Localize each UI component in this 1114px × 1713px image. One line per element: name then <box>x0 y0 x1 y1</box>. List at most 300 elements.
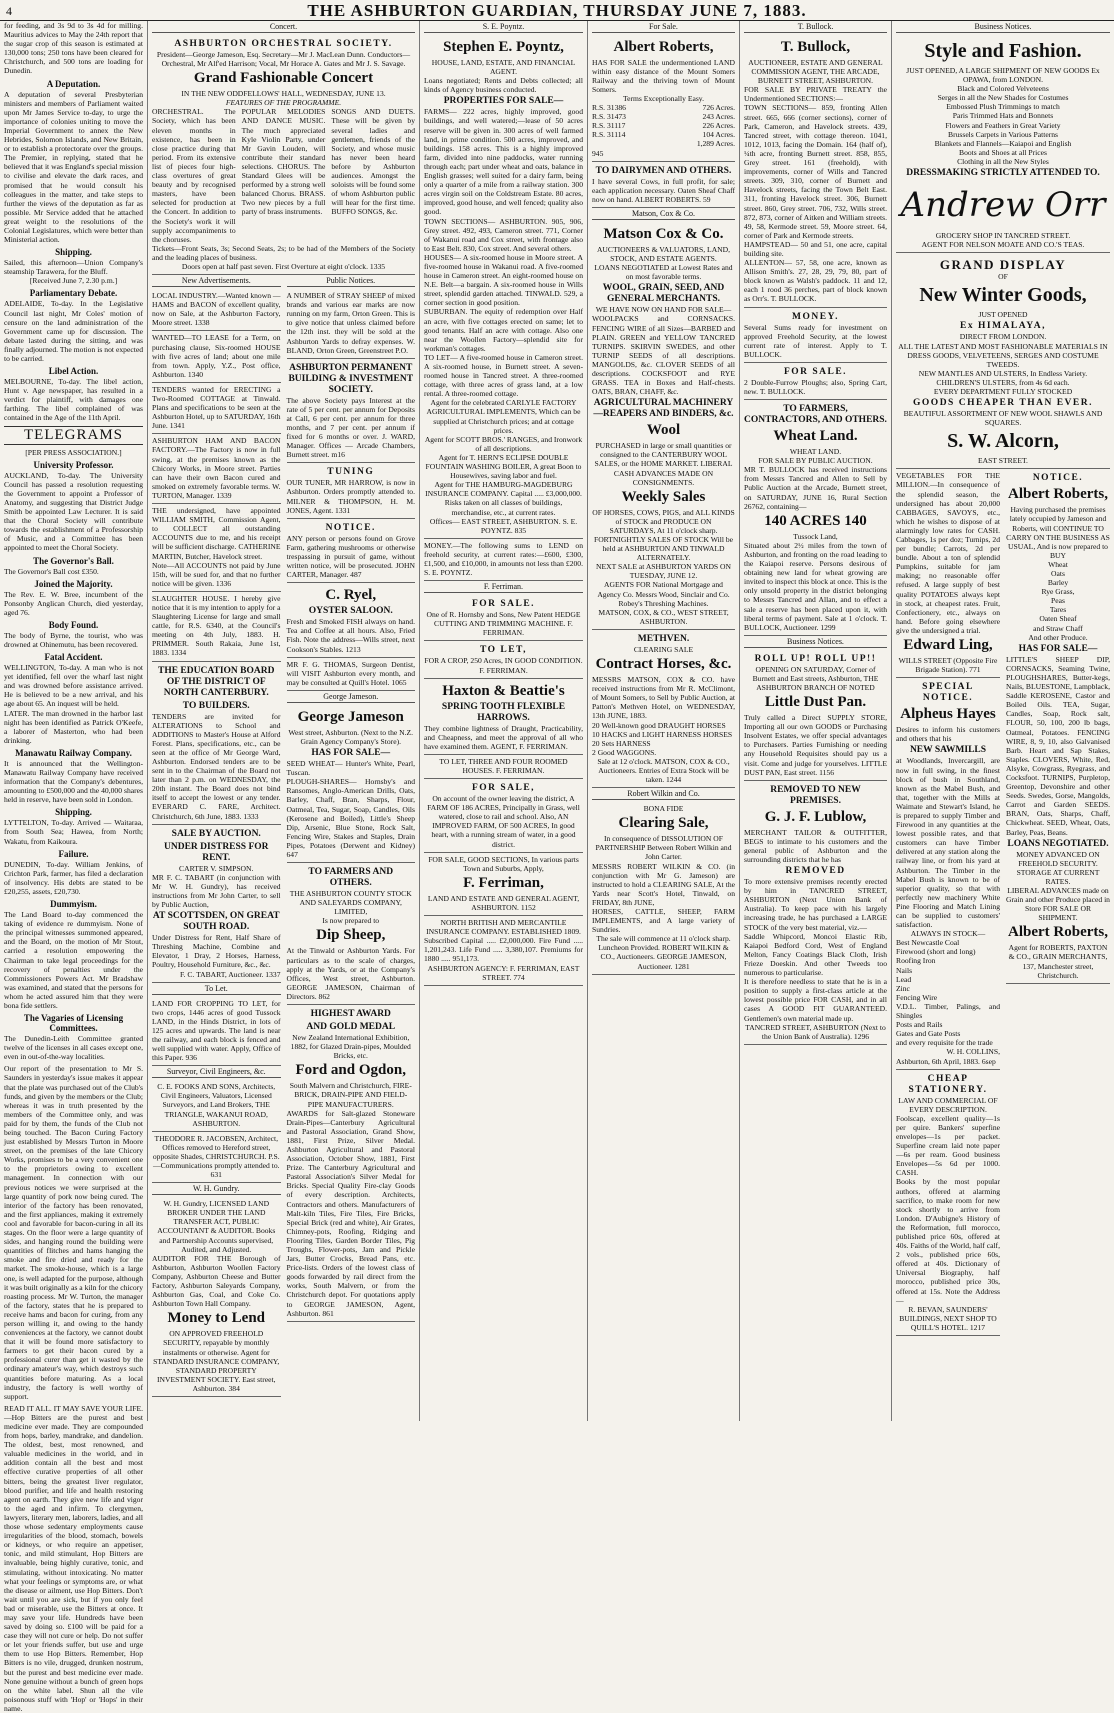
produce-item: And other Produce. <box>1028 632 1088 642</box>
ad-text: SEED WHEAT— Hunter's White, Pearl, Tuscan. <box>286 759 415 778</box>
ad-text: CHILDREN'S ULSTERS, from 4s 6d each. <box>936 377 1070 387</box>
ad-block <box>744 650 887 781</box>
column-header: Business Notices. <box>896 21 1110 33</box>
ad-text: THEODORE R. JACOBSEN, Architect, Offices removed to Hereford street, opposite Shades, CHRISTCHURCH. P.S.—Communications promptly attended to. 631 <box>152 1133 280 1180</box>
ad-text: AUDITOR FOR THE Borough of Ashburton, Ashburton Woollen Factory Company, Ashburton Cheese and Butter Factory, Ashburton Saleyards Company, Ashburton Gas, Coal, and Coke Co. Ashburton Town Hall Company. <box>152 1253 281 1309</box>
ad-text: WHEAT LAND. <box>789 447 842 457</box>
headline: The Governor's Ball. <box>33 555 114 566</box>
ad-text: Desires to inform his customers and others that his <box>896 725 1000 744</box>
ad-block <box>152 662 281 825</box>
ad-heading: New Winter Goods, <box>919 284 1087 307</box>
ad-text: ALL THE LATEST AND MOST FASHIONABLE MATERIALS IN DRESS GOODS, VELVETEENS, SERGES AND COSTUME TWEEDS. <box>898 341 1108 369</box>
ad-text: Agent for T. HERN'S ECLIPSE DOUBLE FOUNTAIN WASHING BOILER, A great Boon to Housewives, saving labor and fuel. <box>425 452 582 481</box>
ad-heading: SPRING TOOTH FLEXIBLE HARROWS. <box>441 701 566 723</box>
headline: Joined the Majority. <box>34 578 113 589</box>
headline: Failure. <box>58 848 89 859</box>
ad-text: Truly called a Direct SUPPLY STORE, Importing all our own GOODS or Purchasing Insolvent Estates, we offer special advantages to Purchasers. Parties Furnishing or needing any Household Requisites should pay us a visit. Come and judge for yourselves. LITTLE DUST PAN, East street. 1156 <box>744 713 887 777</box>
column-header: George Jameson. <box>287 691 416 703</box>
ad-heading: HIGHEST AWARD <box>310 1009 391 1020</box>
ad-block <box>424 779 583 853</box>
ad-heading: AND GOLD MEDAL <box>306 1022 396 1033</box>
stock-item: Roofing Iron <box>896 956 936 966</box>
ad-text: AWARDS for Salt-glazed Stoneware Drain-Pipes—Canterbury Agricultural and Pastoral Association, Grand Show, 1881, First Prize, Silver Medal. Ashburton Agricultural and Pastoral Association, October Show, 1881, First Prize. The Canterbury Agricultural and Pastoral Association's Silver Medal for Bricks. Special Quality Fire-clay Goods of every description. Architects, Contractors and others. Manufacturers of Malt-kiln Tiles, Fire Tiles, Fire Bricks, Special Brick (red and white), Air Grates, Chimney-pots, Roofing, Ridging and Flooring Tiles, Garden Border Tiles, Pig Troughs, Flower-pots, Jam and Pickle Jars, Butter Crocks, Bread Pans, etc. Price-lists. Orders of the lowest class of goods forwarded by rail direct from the works, South Malvern, or from the Christchurch depot. For quotations apply to GEORGE JAMESON, Agent, Ashburton. 861 <box>286 1108 415 1318</box>
article-text: The Governor's Ball cost £350. <box>4 566 99 576</box>
goods-item: Black and Colored Velveteens <box>957 84 1049 94</box>
ad-block <box>896 1070 1000 1336</box>
ad-heading: TO DAIRYMEN AND OTHERS. <box>595 165 732 176</box>
ad-text: ALWAYS IN STOCK— <box>910 929 986 939</box>
ad-block <box>152 289 281 331</box>
ad-block <box>287 583 416 657</box>
ad-text: STORAGE AT CURRENT RATES. <box>1016 867 1100 886</box>
ad-text: Foolscap, excellent quality—1s per quire. Bankers' superfine envelopes—1s per packet. Superfine cream laid note paper—6s per ream. Good business Envelopes—5s 6d per 1000. CASH. <box>896 1113 1000 1178</box>
ad-heading: Wool <box>646 422 681 439</box>
ad-block <box>424 641 583 678</box>
ad-heading: Weekly Sales <box>621 488 706 505</box>
ad-text: MERCHANT TAILOR & OUTFITTER, BEGS to intimate to his customers and the general public of Ashburton and the surrounding districts that he has <box>744 827 887 864</box>
doors-info: Doors open at half past seven. First Overture at eight o'clock. 1335 <box>181 261 386 271</box>
ad-text: ANY person or persons found on Grove Farm, gathering mushrooms or otherwise trespassing in pursuit of game, without written notice, will be prosecuted. JOHN CARTER, Manager. 487 <box>286 533 415 580</box>
column-header: T. Bullock. <box>744 21 887 33</box>
ad-text: OPENING ON SATURDAY, Corner of Burnett and East streets, Ashburton, THE ASHBURTON BRANCH OF NOTED <box>752 664 879 692</box>
column-header: Robert Wilkin and Co. <box>592 788 735 800</box>
stock-item: Zinc <box>896 983 910 993</box>
ad-text: PURCHASED in large or small quantities or consigned to the CANTERBURY WOOL SALES, or the HOME MARKET. LIBERAL CASH ADVANCES MADE ON CONSIGNMENTS. <box>594 441 733 487</box>
ad-text: MR F. C. TABART (in conjunction with Mr W. H. Gundry), has received instructions from Mr John Carter, to sell by Public Auction, <box>152 872 281 910</box>
ad-text: TOWN SECTIONS— ASHBURTON. 905, 906, Grey street. 492, 493, Cameron street. 771, Corner of Wakanui road and Cox street, with frontage also to East Belt. 830, Cox street. And several others. <box>424 216 583 253</box>
ad-block <box>152 1080 281 1131</box>
column-fashion <box>892 21 1114 1421</box>
ad-block <box>592 630 735 788</box>
goods-item: Paris Trimmed Hats and Bonnets <box>952 111 1054 121</box>
ad-block <box>896 678 1000 1069</box>
ad-heading: NOTICE. <box>325 522 376 533</box>
society-officers: President—George Jameson, Esq. Secretary—Mr J. MacLean Dunn. Conductors—Orchestral, Mr Alf'ed Harrison; Vocal, Mr Horace A. Gates and Mr J. S. Savage. <box>156 50 411 69</box>
ad-heading: Alpheus Hayes <box>900 706 996 723</box>
stock-item: V.D.L. Timber, Palings, and Shingles <box>896 1001 1000 1021</box>
ad-text: SUBURBAN. The equity of redemption over Half an acre, with five cottages erected on same; let to good tenants. Half an acre with cottage. Also one near the Woollen Factory—splendid site for workman's cottages. <box>424 307 583 353</box>
ad-heading: OYSTER SALOON. <box>308 606 393 617</box>
ad-heading: Little Dust Pan. <box>764 694 867 711</box>
ad-heading: CHEAP STATIONERY. <box>908 1073 988 1095</box>
feature-orchestral: ORCHESTRAL. The Society, which has been eleven months in existence, has been in close practice during that period. From its extensive list of pieces four high-class overtures of great beauty and by recognised masters, have been selected for production at the Concert. In addition to the Society's work it will supply accompaniments to the choruses. <box>152 107 236 244</box>
headline: The Vagaries of Licensing Committees. <box>23 1013 124 1034</box>
ad-text: Under Distress for Rent, Half Share of Threshing Machine, Combine and Elevator, 1 Dray, 2 Horses, Harness, Poultry, Household Furniture, &c., &c. <box>152 933 281 970</box>
ad-text: FOR SALE BY PRIVATE TREATY the Undermentioned SECTIONS:— <box>744 85 887 104</box>
ad-text: LOCAL INDUSTRY.—Wanted known —HAMS and BACON of excellent quality, now on Sale, at the Ashburton Factory, Moore street. 1338 <box>152 291 281 328</box>
ad-text: TENDERS wanted for ERECTING a Two-Roomed COTTAGE at Tinwald. Plans and specifications to be seen at the Ashburton Hotel, up to SATURDAY, 16th June. 1341 <box>152 384 281 431</box>
column-header: Public Notices. <box>287 275 416 287</box>
article-text: A deputation of several Presbyterian ministers and members of Parliament waited upon Mr James Service to-day, to urge the importance of colonies uniting to move the Imperial Government to annex the New Hebrides, Solomon Islands, and New Britain, or to establish a protectorate over the groups. The Premier, in replying, stated that he believed that it was England's special mission to civilise and elevate the dark races, and promised that he would consult his colleagues in the matter, and take steps to further the views of the deputation as far as possible. Mr Service added that he attached great weight to the resolutions of the Colonial Legislatures, which were better than Ministerial action. <box>4 89 143 245</box>
ad-text: In consequence of DISSOLUTION OF PARTNERSHIP Between Robert Wilkin and John Carter. <box>595 834 732 862</box>
ad-text: TO LET— A five-roomed house in Cameron street. A six-roomed house, in Burnett street. A seven-roomed house in Tancred street. A three-roomed cottage, with three acres of grass land, at a low rental. A three-roomed cottage. <box>424 352 583 399</box>
ad-heading: Albert Roberts, <box>1008 924 1108 941</box>
article-text: ADELAIDE, To-day. In the Legislative Council last night, Mr Coles' motion of censure on the land administration of the Government came up for discussion. The debate lasted during the sitting, and was finally adjourned. The motion is not expected to be carried. <box>4 299 143 363</box>
article-text: The Rev. E. W. Bree, incumbent of the Ponsonby Anglican Church, died yesterday, aged 76. <box>4 589 143 617</box>
ad-text: Subscribed Capital ..... £2,000,000. Fire Fund ..... 1,201,243. Life Fund ..... 3,380,107. Premiums for 1880 ..... 951,173. <box>424 936 583 964</box>
ad-text: HAS FOR SALE the undermentioned LAND within easy distance of the Mount Somers Railway and the thriving town of Mount Somers. <box>592 58 735 95</box>
ad-block <box>287 289 416 359</box>
ad-text: THE undersigned, have appointed WILLIAM SMITH, Commission Agent, to COLLECT all outstanding ACCOUNTS due to me, and his receipt will be sufficient discharge. CATHERINE MARTIN, Butcher, Havelock street. <box>152 506 281 561</box>
ad-text: West street, Ashburton. (Next to the N.Z. Grain Agency Company's Store). <box>288 727 414 746</box>
ad-text: VEGETABLES FOR THE MILLION.—In consequence of the splendid season, the undersigned has about 20,000 CABBAGES, SAVOYS, etc., which he wishes to dispose of at alarmingly low rates for CASH. Cabbages, 1s per doz; Turnips, 2d per bundle; Carrots, 2d per bundle. About a ton of splendid Pumpkins, suitable for jam making; no reasonable offer refused. A large supply of best quality POTATOES always kept in stock, at cheapest rates. Fruit, Confectionery, etc., always on hand. Before going elsewhere give the undersigned a trial. <box>896 471 1000 635</box>
ad-text: To more extensive premises recently erected by him in TANCRED STREET, ASHBURTON (Next Union Bank of Australia). To keep pace with his largely increasing trade, he has purchased a LARGE STOCK of the very best material, viz.— <box>744 877 887 932</box>
stock-item: Nails <box>896 965 913 975</box>
ad-heading: THE EDUCATION BOARD OF THE DISTRICT OF NORTH CANTERBURY. <box>158 665 275 698</box>
ad-text: At the Tinwald or Ashburton Yards. For particulars as to the scale of charges, apply at the Yards, or at the Company's Offices, West street, Ashburton. GEORGE JAMESON, Chairman of Directors. 862 <box>286 946 415 1001</box>
ad-text: OF <box>998 272 1008 282</box>
ad-block <box>1006 469 1110 983</box>
stock-item: Posts and Rails <box>896 1020 943 1030</box>
lot-row: R.S. 31117 226 Acres. <box>592 121 735 131</box>
ad-block <box>287 359 416 464</box>
column-header: Matson, Cox & Co. <box>592 208 735 220</box>
ad-signature: F. C. TABART, Auctioneer. 1337 <box>179 969 281 979</box>
ad-text: ON APPROVED FREEHOLD SECURITY, repayable by monthly instalments or otherwise. Agent for STANDARD INSURANCE COMPANY, STANDARD PROPERTY INVESTMENT SOCIETY. East street, Ashburton. 384 <box>153 1329 280 1393</box>
ad-text: Books by the most popular authors, offered at alarming sacrifice, to make room for new stock shortly to arrive from London. D'Aubigne's History of the Reformation, full morocco, published price 60s, offered at 40s. Faiths of the World, half calf, 2 vols., published price 60s, offered at 40s. Dictionary of Universal Biography, half morocco, published price 30s, offered at 15s. Note the Address— <box>896 1177 1000 1305</box>
ad-heading: DRESSMAKING STRICTLY ATTENDED TO. <box>906 168 1100 179</box>
produce-item: Peas <box>1051 596 1065 606</box>
article-text: LATER. The man drowned in the harbor last night has been identified as Patrick O'Keefe, a laborer of Masterton, who had been drinking. <box>4 708 143 745</box>
column-header: To Let. <box>152 983 281 995</box>
ad-text: Agent for ROBERTS, PAXTON & CO., GRAIN MERCHANTS, <box>1008 943 1108 962</box>
stock-item: Gates and Gate Posts <box>896 1029 961 1039</box>
ad-block <box>744 781 887 1045</box>
headline: Dummyism. <box>50 899 97 910</box>
society-title: ASHBURTON ORCHESTRAL SOCIETY. <box>174 39 393 49</box>
ad-text: Is now prepared to <box>322 916 380 926</box>
lot-row: R.S. 31114 104 Acres. <box>592 130 735 140</box>
ad-block <box>592 162 735 208</box>
ad-text: TO LET, THREE AND FOUR ROOMED HOUSES. F. FERRIMAN. <box>439 756 568 775</box>
headline: University Professor. <box>33 459 114 470</box>
tickets-info: Tickets—Front Seats, 3s; Second Seats, 2s; to be had of the Members of the Society and the leading places of business. <box>152 243 415 262</box>
ad-text: WE HAVE NOW ON HAND FOR SALE— <box>595 305 732 315</box>
ad-heading: Clearing Sale, <box>618 815 709 832</box>
ad-text: LAND FOR CROPPING TO LET, for two crops, 1446 acres of good Tussock LAND, in the Hinds District, in lots of 125 acres and upwards. The land is near the railway, and each block is fenced and well supplied with water. Apply, Office of this Paper. 936 <box>152 998 281 1063</box>
ad-text: AUCTIONEERS & VALUATORS, LAND, STOCK, AND ESTATE AGENTS. <box>596 244 731 264</box>
ad-text: On account of the owner leaving the district, A FARM OF 186 ACRES, Principally in Grass, well watered, close to rail and school. Also, AN IMPROVED FARM, OF 500 ACRES, In good heart, with a running stream of water, in a good district. <box>427 794 580 849</box>
produce-item: Wheat <box>1048 559 1068 569</box>
ad-item: 2 Good WAGGONS. <box>592 747 657 757</box>
ad-text: at Woodlands, Invercargill, are now in full swing, in the finest block of bush in Southland, known as the Mabel Bush, and that, together with the Mills at Waimate and Stewart's Island, he is prepared to supply Timber and Firewood in any quantities at the lowest possible rates, and that customers can have Timber delivered at any station along the railway line, or from his yard at Ashburton. The Timber in the Mabel Bush is known to be of superior quality, so that with perfectly new machinery White Pine Flooring and Match Lining can be supplied to customers' satisfaction. <box>896 756 1000 930</box>
ad-text: Note—All ACCOUNTS not paid by June 15th, will be sued for, and that no further notice will be given. 1336 <box>152 560 281 588</box>
headline: Libel Action. <box>48 366 99 377</box>
page-number: 4 <box>6 4 12 18</box>
ad-block <box>424 916 583 986</box>
column-header: New Advertisements. <box>152 275 281 287</box>
stock-item: Firewood (short and long) <box>896 947 976 957</box>
ad-block <box>592 802 735 975</box>
article-text: LYTTELTON, To-day. Arrived — Waitaraa, from South Sea; Hawea, from North; Wakatu, from Kaikoura. <box>4 818 143 846</box>
ad-text: TENDERS are invited for ALTERATIONS to School and ADDITIONS to Master's House at Alford Forest. Plans, specifications, etc., can be seen at the office of Mr George Ward, Ashburton. Endorsed tenders are to be sent in to the Chairman of the Board not later than 2 p.m. on WEDNESDAY, the 20th instant. The Board does not bind itself to accept the lowest or any tender. EVERARD C. FARE, Architect. Christchurch, 6th June, 1883. 1333 <box>152 711 281 821</box>
ad-text: HORSES, CATTLE, SHEEP, FARM IMPLEMENTS, and A large variety of Sundries. <box>592 907 735 935</box>
ad-heading: PROPERTIES FOR SALE— <box>443 96 564 107</box>
column-header: S. E. Poyntz. <box>424 21 583 33</box>
headline: Shipping. <box>55 247 92 258</box>
ad-heading: AGRICULTURAL MACHINERY—REAPERS AND BINDERS, &c. <box>593 398 734 420</box>
ad-block <box>896 469 1000 678</box>
goods-item: Brussels Carpets in Various Patterns <box>948 129 1058 139</box>
ad-heading: REMOVED <box>785 866 846 877</box>
column-concert <box>148 21 420 1421</box>
ad-text: ASHBURTON AGENCY: F. FERRIMAN, EAST STREET. 774 <box>427 963 580 982</box>
column-header: Surveyor, Civil Engineers, &c. <box>152 1066 281 1078</box>
ad-heading: Contract Horses, &c. <box>595 656 732 673</box>
ad-text: MONEY.—The following sums to LEND on freehold security, at current rates:—£600, £300, £1,500, and £10,000, in amounts not less than £200. S. E. POYNTZ. <box>424 540 583 578</box>
produce-item: Rye Grass, <box>1041 587 1075 597</box>
ad-text: JUST OPENED <box>978 310 1028 320</box>
ad-text: THE ASHBURTON COUNTY STOCK AND SALEYARDS COMPANY, LIMITED, <box>289 889 412 917</box>
ad-block <box>424 35 583 539</box>
features-title: FEATURES OF THE PROGRAMME. <box>225 98 342 108</box>
ad-heading: Matson Cox & Co. <box>603 225 724 242</box>
ad-text: New Zealand International Exhibition, 1882, for Glazed Drain-pipes, Moulded Bricks, etc. <box>290 1033 411 1061</box>
column-header: Concert. <box>152 21 415 33</box>
headline: Fatal Accident. <box>44 652 103 663</box>
ad-block <box>424 755 583 779</box>
ad-heading: TO FARMERS AND OTHERS. <box>308 867 394 889</box>
ad-text: FOR SALE, GOOD SECTIONS, In various parts Town and Suburbs, Apply, <box>428 854 579 873</box>
ad-text: South Malvern and Christchurch, FIRE-BRICK, DRAIN-PIPE AND FIELD-PIPE MANUFACTURERS. <box>289 1081 412 1109</box>
masthead <box>0 0 1114 21</box>
ad-block <box>592 222 735 630</box>
ad-heading: METHVEN. <box>637 633 690 644</box>
ad-text: WILLS STREET (Opposite Fire Brigade Station). 771 <box>898 656 998 675</box>
ad-heading: Edward Ling, <box>903 637 993 654</box>
ad-text: Situated about 2½ miles from the town of Ashburton, and fronting on the road leading to the Kaiapoi reserve. Persons desirous of obtaining new land for wheat growing are invited to inspect this block at once. This is the only unsold property in the district belonging to Messrs Tancred and Allan, and to effect a sale a reserve has been placed upon it, with liberal terms of payment. Sale at 1 o'clock. T. BULLOCK, Auctioneer. 1299 <box>744 540 887 632</box>
ad-text: AGENTS FOR National Mortgage and Agency Co. Messrs Wood, Sinclair and Co. Robey's Threshing Machines. <box>597 580 730 608</box>
ad-block <box>152 383 281 434</box>
ad-text: NEW MANTLES AND ULSTERS, In Endless Variety. <box>918 368 1088 378</box>
ad-block <box>152 997 281 1067</box>
goods-item: Boots and Shoes at all Prices <box>959 147 1047 157</box>
column-news <box>0 21 148 1713</box>
ad-text: PLOUGH-SHARES— Hornsby's and Ransomes, Anglo-American Drills, Oats, Barley, Chaff, Bran, Sharps, Flour, Oatmeal, Tea, Sugar, Soap, Candles, Oils (Kerosene and Boiled), Little's Sheep Dip, Arsenic, Blue Stone, Rock Salt, Fencing Wire, Stakes and Staples, Drain Pipes, Potatoes (Derwent and Kidney) 647 <box>286 777 415 859</box>
column-bullock <box>740 21 892 1421</box>
ad-text: LIBERAL ADVANCES made on Grain and other Produce placed in Store FOR SALE OR SHIPMENT. <box>1006 886 1110 923</box>
ad-block <box>152 1197 281 1397</box>
ad-text: MESSRS ROBERT WILKIN & CO. (in conjunction with Mr G. Jameson) are instructed to hold a CLEARING SALE, At the Yards near Scott's Hotel, Tinwald, on FRIDAY, 8th JUNE, <box>592 861 735 907</box>
ad-text: Having purchased the premises lately occupied by Jameson and Roberts, will CONTINUE TO CARRY ON THE BUSINESS AS USUAL, And is now prepared to BUY <box>1006 505 1110 560</box>
produce-item: Tares <box>1049 605 1067 615</box>
ad-block <box>287 463 416 518</box>
ad-text: The sale will commence at 11 o'clock sharp. Luncheon Provided. ROBERT WILKIN & CO., Auctioneers. GEORGE JAMESON, Auctioneer. 1281 <box>596 934 731 971</box>
ad-text: ALLENTON— 57, 58, one acre, known as Allison Smith's. 27, 28, 29, 79, 80, part of block known as Walsh's paddock. 11 and 12, each 1 rood 36 perches, part of block known as Orr's. T. BULLOCK. <box>744 258 887 304</box>
ad-text: FOR SALE BY PUBLIC AUCTION. <box>758 456 873 466</box>
headline: Parliamentary Debate. <box>29 288 118 299</box>
ad-heading: AT SCOTTSDEN, ON GREAT SOUTH ROAD. <box>152 911 280 933</box>
ad-text: MESSRS MATSON, COX & CO. have received instructions from Mr R. McClimont, of Mount Somers, to Sell by Public Auction, at Patton's Methven Hotel, on WEDNESDAY, 13th JUNE, 1883. <box>592 675 735 721</box>
ad-heading: Money to Lend <box>167 1310 265 1327</box>
ad-heading: MONEY. <box>792 311 839 322</box>
ad-ref: 945 <box>592 148 604 158</box>
ad-text: AGENT FOR NELSON MOATE AND CO.'S TEAS. <box>921 240 1085 250</box>
ad-block <box>744 363 887 400</box>
ad-heading: C. Ryel, <box>325 587 377 604</box>
produce-item: Oaten Sheaf <box>1039 614 1077 624</box>
ad-heading: Haxton & Beattie's <box>442 682 565 699</box>
column-header: W. H. Gundry. <box>152 1183 281 1195</box>
concert-ad <box>152 35 415 275</box>
concert-title: Grand Fashionable Concert <box>193 70 374 87</box>
column-header: F. Ferriman. <box>424 581 583 593</box>
headline: Shipping. <box>55 807 92 818</box>
ad-text: Saddle Whipcord, Moncoi Elastic Rib, Kaiapoi Bedford Cord, West of England Melton, Fancy Coatings Black Cloth, Irish Frieze Doeskin. And other Tweeds too numerous to particularise. <box>744 931 887 978</box>
ad-heading: TO BUILDERS. <box>182 700 250 711</box>
ad-text: Offices— EAST STREET, ASHBURTON. S. E. POYNTZ. 835 <box>429 516 578 535</box>
ad-block <box>424 539 583 581</box>
ad-text: CLEARING SALE <box>633 644 694 654</box>
ad-block <box>424 679 583 755</box>
ad-heading: Dip Sheep, <box>316 927 386 944</box>
ad-text: LAND AND ESTATE AND GENERAL AGENT, ASHBURTON. 1152 <box>427 893 580 912</box>
goods-item: Blankets and Flannels—Kaiapoi and English <box>934 138 1072 148</box>
ad-heading: TO FARMERS, CONTRACTORS, AND OTHERS. <box>744 404 887 426</box>
ad-text: GROCERY SHOP IN TANCRED STREET. <box>935 231 1071 241</box>
ad-heading: HAS FOR SALE— <box>311 748 391 759</box>
ad-heading: GOODS CHEAPER THAN EVER. <box>913 398 1093 409</box>
ad-text: TOWN SECTIONS— 859, fronting Allen street. 665, 666 (corner sections), corner of Park, Cameron, and Havelock streets. 439, Tancred street, with cottage thereon. 1041, 1012, 1013, facing the Domain. 164 (half of), ¼th acre, fronting Burnett street. 858, 855, Grey street. 161 (freehold), with improvements, corner of Wills and Tancred streets. 309, 310, corner of Burnett and Havelock streets, facing the Town Belt East. 311, fronting Havelock street. 306, Burnett street. 860, Grey street. 706, 732, Wills street. 872, 873, corner of Aitken and William streets. 49, 58, Kermode street. 59, Moore street. 64, corner of Park and Kermode streets. <box>744 103 887 240</box>
produce-item: and Straw Chaff <box>1033 623 1083 633</box>
ad-text: Fresh and Smoked FISH always on hand. Tea and Coffee at all hours. Also, Fried Fish. Note the address—Wills street, next Cookson's Stables. 1213 <box>286 617 415 654</box>
ad-text: NORTH BRITISH AND MERCANTILE INSURANCE COMPANY. ESTABLISHED 1809. <box>426 918 581 937</box>
article-text: The Land Board to-day commenced the taking of evidence re dummyism. None of the principal witnesses summoned appeared, and the Board, on the motion of Mr Stout, carried a resolution empowering the Chairman to take legal proceedings for the recovery of penalties under the Commissioners Powers Act. Mr Bradshaw was examined, and stated that the persons for whom he acted assured him that they were bona fide settlers. <box>4 910 143 1010</box>
newspaper-title: THE ASHBURTON GUARDIAN, THURSDAY JUNE 7, 1883. <box>307 1 807 20</box>
ad-block <box>287 705 416 863</box>
ad-heading: Ford and Ogdon, <box>295 1062 406 1079</box>
ad-text: MONEY ADVANCED ON FREEHOLD SECURITY. <box>1016 849 1100 868</box>
ad-text: EAST STREET. <box>978 456 1028 466</box>
goods-item: Clothing in all the New Styles <box>957 156 1049 166</box>
article-text: AUCKLAND, To-day. The University Council has passed a resolution requesting the Government to appoint a Professor of Anatomy, and suggesting that District Judge Smith be appointed Law Lecturer. It is said that the Choral Society will contribute towards the establishment of a Professorship of Music, and a Committee has been appointed to meet the Choral Society. <box>4 470 143 553</box>
article-text: The Dunedin-Leith Committee granted twelve of the licenses in all cases except one, even in out-of-the-way localities. <box>4 1034 143 1062</box>
stock-item: Lead <box>896 974 912 984</box>
ad-text: FOR A CROP, 250 Acres, IN GOOD CONDITION. F. FERRIMAN. <box>424 656 583 675</box>
ad-text: Sale at 12 o'clock. MATSON, COX & CO., Auctioneers. Entries of Extra Stock will be taken. 1244 <box>597 756 730 785</box>
ad-heading: HAS FOR SALE— <box>1018 643 1098 654</box>
ad-text: OUR TUNER, MR HARROW, is now in Ashburton. Orders promptly attended to. MILNER & THOMPSON, H. M. JONES, Agent. 1331 <box>286 478 415 515</box>
dateline: [Received June 7, 2.30 p.m.] <box>29 276 118 286</box>
ad-heading: UNDER DISTRESS FOR RENT. <box>163 841 269 863</box>
ad-block <box>152 331 281 382</box>
ad-heading: FOR SALE, <box>471 783 536 794</box>
ad-block <box>592 35 735 162</box>
telegrams-header: TELEGRAMS <box>4 426 143 445</box>
ad-text: A NUMBER of STRAY SHEEP of mixed brands and various ear marks are now running on my farm, Orton Green. This is to give notice that unless claimed before the 12th inst. they will be sold at the Ashburton Yards to defray expenses. W. BLAND, Orton Green, Greenstreet P.O. <box>286 291 415 355</box>
ad-text: Agent for SCOTT BROS.' RANGES, and Ironwork of all descriptions. <box>424 434 583 453</box>
ad-heading: Stephen E. Poyntz, <box>443 39 564 55</box>
article-text: MELBOURNE, To-day. The libel action, Hunt v. Age newspaper, has resulted in a verdict for plaintiff, with damages one farthing. The libel complained of was contained in the Age of the 11th April. <box>4 377 143 423</box>
ad-text: WANTED—TO LEASE for a Term, on purchasing clause, Six-roomed HOUSE with five acres of land; about one mile from town. Apply, Y.Z., Post office, Ashburton. 1340 <box>152 333 281 379</box>
ad-text: Loans negotiated; Rents and Debts collected; all kinds of Agency business conducted. <box>424 76 583 95</box>
ad-heading: Albert Roberts, <box>613 39 714 55</box>
article-text: The body of Byrne, the tourist, who was drowned at Ohinemutu, has been recovered. <box>4 630 143 649</box>
ad-heading: S. W. Alcorn, <box>947 430 1059 453</box>
ad-text: NEXT SALE at ASHBURTON YARDS ON TUESDAY, JUNE 12. <box>595 562 732 581</box>
ad-heading: Wheat Land. <box>773 428 858 445</box>
ad-text: It is therefore needless to state that he is in a position to supply a first-class article at the lowest possible price FOR CASH, and in all cases A GOOD FIT GUARANTEED. Gentlemen's own material made up. <box>744 977 887 1023</box>
ad-heading: TO LET, <box>479 645 528 656</box>
ad-block <box>287 863 416 1005</box>
ad-heading: REMOVED TO NEW PREMISES. <box>770 784 861 806</box>
ad-block <box>424 853 583 916</box>
ad-heading: LOANS NEGOTIATED. <box>1007 838 1109 849</box>
ad-heading: SPECIAL NOTICE. <box>922 682 974 704</box>
goods-item: Serges in all the New Shades for Costumes <box>937 93 1069 103</box>
headline: Body Found. <box>48 619 99 630</box>
signature: Andrew Orr <box>900 185 1106 226</box>
ad-block <box>744 35 887 308</box>
ad-heading: NOTICE. <box>1032 473 1084 484</box>
ad-block <box>424 595 583 641</box>
ad-heading: FOR SALE. <box>783 366 848 377</box>
ad-text: FORTNIGHTLY SALES OF STOCK Will be held at ASHBURTON AND TINWALD ALTERNATELY. <box>593 535 734 563</box>
ad-heading: Style and Fashion. <box>924 40 1082 62</box>
ad-signature: MATSON, COX, & CO., WEST STREET, ASHBURTON. <box>598 607 729 626</box>
ad-block <box>152 434 281 504</box>
article-text: Our report of the presentation to Mr S. Saunders in yesterday's issue makes it appear that the plate was purchased out of the Club's funds, and given by the members or the Club; whereas it was in truth presented by the members of the Committee only, and was paid for by them, the funds of the Club not being touched. The Bacon Curing Factory just established by Messrs Turton in Moore street, on the premises of the late Chicory Works, promises to be a very convenient one to the proprietors owing to excellent management. In connection with our previous notices we were surprised at the large quantity of pork now being cured. The interior of the factory has been renovated, and the first appliances, making it extremely cool and favorable for bacon-curing in all its stages. On the floor were a large quantity of sides, and hanging round the building were quantities of flitches and hams hanging the smoke and fire dried and ready for the market. The smoke-house, which is a large one, is well adapted for the purpose, although it was built originally as a kiln for the chicory roasting process. Mr W. Turton, the manager of the factory, states that he is prepared to receive hams and bacon for curing, from any person willing it, and owing to the handy conveniences at the factory, we cannot doubt that it will be found more satisfactory to farmers to get their bacon cured by a professional curer than get it wasted by the ordinary amateur's way, which destroys such quantities before maturing. As a local industry, the factory is well worthy of support. <box>4 1064 143 1401</box>
ad-text: SLAUGHTER HOUSE. I hereby give notice that it is my intention to apply for a Slaughtering License for large and small cattle, for R.S. 6340, at the Council's meeting on 4th July, 1883. H. PRIMMER. South Rakaia, June 1st, 1883. 1334 <box>152 593 281 658</box>
ad-text: Agent for the celebrated CARLYLE FACTORY AGRICULTURAL IMPLEMENTS, Which can be supplied at Christchurch prices; and at cottage prices. <box>426 398 581 435</box>
ad-text: MR F. G. THOMAS, Surgeon Dentist, will VISIT Ashburton every month, and may be consulted at Quill's Hotel. 1065 <box>286 659 415 687</box>
ad-text: R. BEVAN, SAUNDERS' BUILDINGS, NEXT SHOP TO QUILL'S HOTEL. 1217 <box>899 1304 997 1332</box>
article-text: Sailed, this afternoon—Union Company's steamship Tarawera, for the Bluff. <box>4 258 143 277</box>
lot-total: 1,289 Acres. <box>696 139 735 149</box>
ad-heading: NEW SAWMILLS <box>909 745 987 756</box>
ad-signature: W. H. COLLINS, <box>946 1047 1000 1057</box>
ad-text: One of R. Hornsby and Sons, New Patent HEDGE CUTTING AND TRIMMING MACHINE. F. FERRIMAN. <box>426 610 581 638</box>
article-text: for feeding, and 3s 9d to 3s 4d for milling. Mauritius advices to May the 24th report that the sugar crop of this season is estimated at 130,000 tons; 250 tons have been cleared for Christchurch, and 500 tons are loading for Dunedin. <box>4 21 143 76</box>
ad-text: AUCTIONEER, ESTATE AND GENERAL COMMISSION AGENT, THE ARCADE, BURNETT STREET, ASHBURTON. <box>748 58 883 86</box>
ad-block <box>287 658 416 691</box>
column-header: Business Notices. <box>744 636 887 648</box>
lot-row: R.S. 31386 726 Acres. <box>592 103 735 113</box>
ad-block <box>896 253 1110 469</box>
ad-heading: Albert Roberts, <box>1008 486 1108 503</box>
article-text: WELLINGTON, To-day. A man who is not yet identified, fell over the wharf last night and was drowned before assistance arrived. He is believed to be a new arrival, and his age about 65. An inquest will be held. <box>4 663 143 709</box>
ad-block <box>152 1132 281 1183</box>
ad-text: BONA FIDE <box>643 804 684 814</box>
ad-text: CARTER V. SIMPSON. <box>179 863 254 873</box>
stock-item: Best Newcastle Coal <box>896 938 960 948</box>
ad-text: Terms Exceptionally Easy. <box>622 94 704 104</box>
press-credit: [PER PRESS ASSOCIATION.] <box>25 447 122 457</box>
ad-heading: G. J. F. Lublow, <box>764 808 867 825</box>
ad-text: FARMS— 222 acres, highly improved, good buildings, and well watered;—lease of 50 acres reserve will be given in. 300 acres of well farmed land, in prime condition. 500 acres, improved, and buildings. 158 acres. This is a highly improved farm, divided into nine paddocks, water running through each; part under wheat and oats, balance in English grasses; well suited for a dairy farm, being only a quarter of a mile from a railway station. 300 acres virgin soil on the Coldstream Estate. 80 acres, improved, good house, and well fenced; quality also good. <box>424 107 583 217</box>
headline: A Deputation. <box>46 78 101 89</box>
column-matson <box>588 21 740 1421</box>
goods-item: Flowers and Feathers in Great Variety <box>945 120 1061 130</box>
ad-text: LAW AND COMMERCIAL OF EVERY DESCRIPTION. <box>898 1095 998 1114</box>
ad-text: LOANS NEGOTIATED at Lowest Rates and on most favorable terms. <box>594 263 733 282</box>
produce-item: Barley <box>1047 578 1069 588</box>
ad-heading: T. Bullock, <box>780 39 851 55</box>
ad-text: Tussock Land, <box>793 531 838 541</box>
article-text: It is announced that the Wellington-Manawatu Railway Company have received information that the Company's debentures, amounting to £500,000 and the 40,000 shares held in reserve, have been sold in London. <box>4 758 143 805</box>
ad-text: LITTLE'S SHEEP DIP, CORNSACKS, Seaming Twine, PLOUGHSHARES, Butter-kegs, Nails, BLUESTONE, Lampblack, Saddle KEROSENE, Castor and Boiled Oils. TEA, Sugar, Candles, Soap, Rock salt, FLOUR, 50, 100, 200 lb bags, Oatmeal, Potatoes. FENCING WIRE, 8, 9, 10, also Galvanised Barb. Heart and Sap Stakes, Staples. CLOVERS, White, Red, Alsyke, Cowgrass, Ryegrass, and Cocksfoot. TURNIPS, Purpletop, Greentop, Devonshire and other Seeds. Swedes, Gorse, Mangolds, Carrot and Garden SEEDS. BRAN, Oats, Sharps, Chaff, Chickwheat. SEED, Wheat, Oats, Barley, Peas, Beans. <box>1006 654 1110 837</box>
ad-text: MR T. BULLOCK has received instructions from Messrs Tancred and Allen to Sell by Public Auction at the Arcade, Burnett street, on SATURDAY, JUNE 16, Rural Section 26762, containing— <box>744 465 887 511</box>
ad-text: JUST OPENED, A LARGE SHIPMENT OF NEW GOODS Ex OPAWA, from LONDON. <box>906 66 1100 85</box>
ad-block <box>287 519 416 583</box>
ad-heading: ROLL UP! ROLL UP!! <box>754 653 877 664</box>
ad-heading: F. Ferriman, <box>463 874 544 891</box>
ad-text: TANCRED STREET, ASHBURTON (Next to the Union Bank of Australia). 1296 <box>745 1022 886 1041</box>
goods-item: Embossed Plush Trimmings to match <box>946 102 1060 112</box>
ad-heading: TUNING <box>327 467 375 478</box>
ad-block <box>896 35 1110 253</box>
stock-item: Fencing Wire <box>896 992 938 1002</box>
